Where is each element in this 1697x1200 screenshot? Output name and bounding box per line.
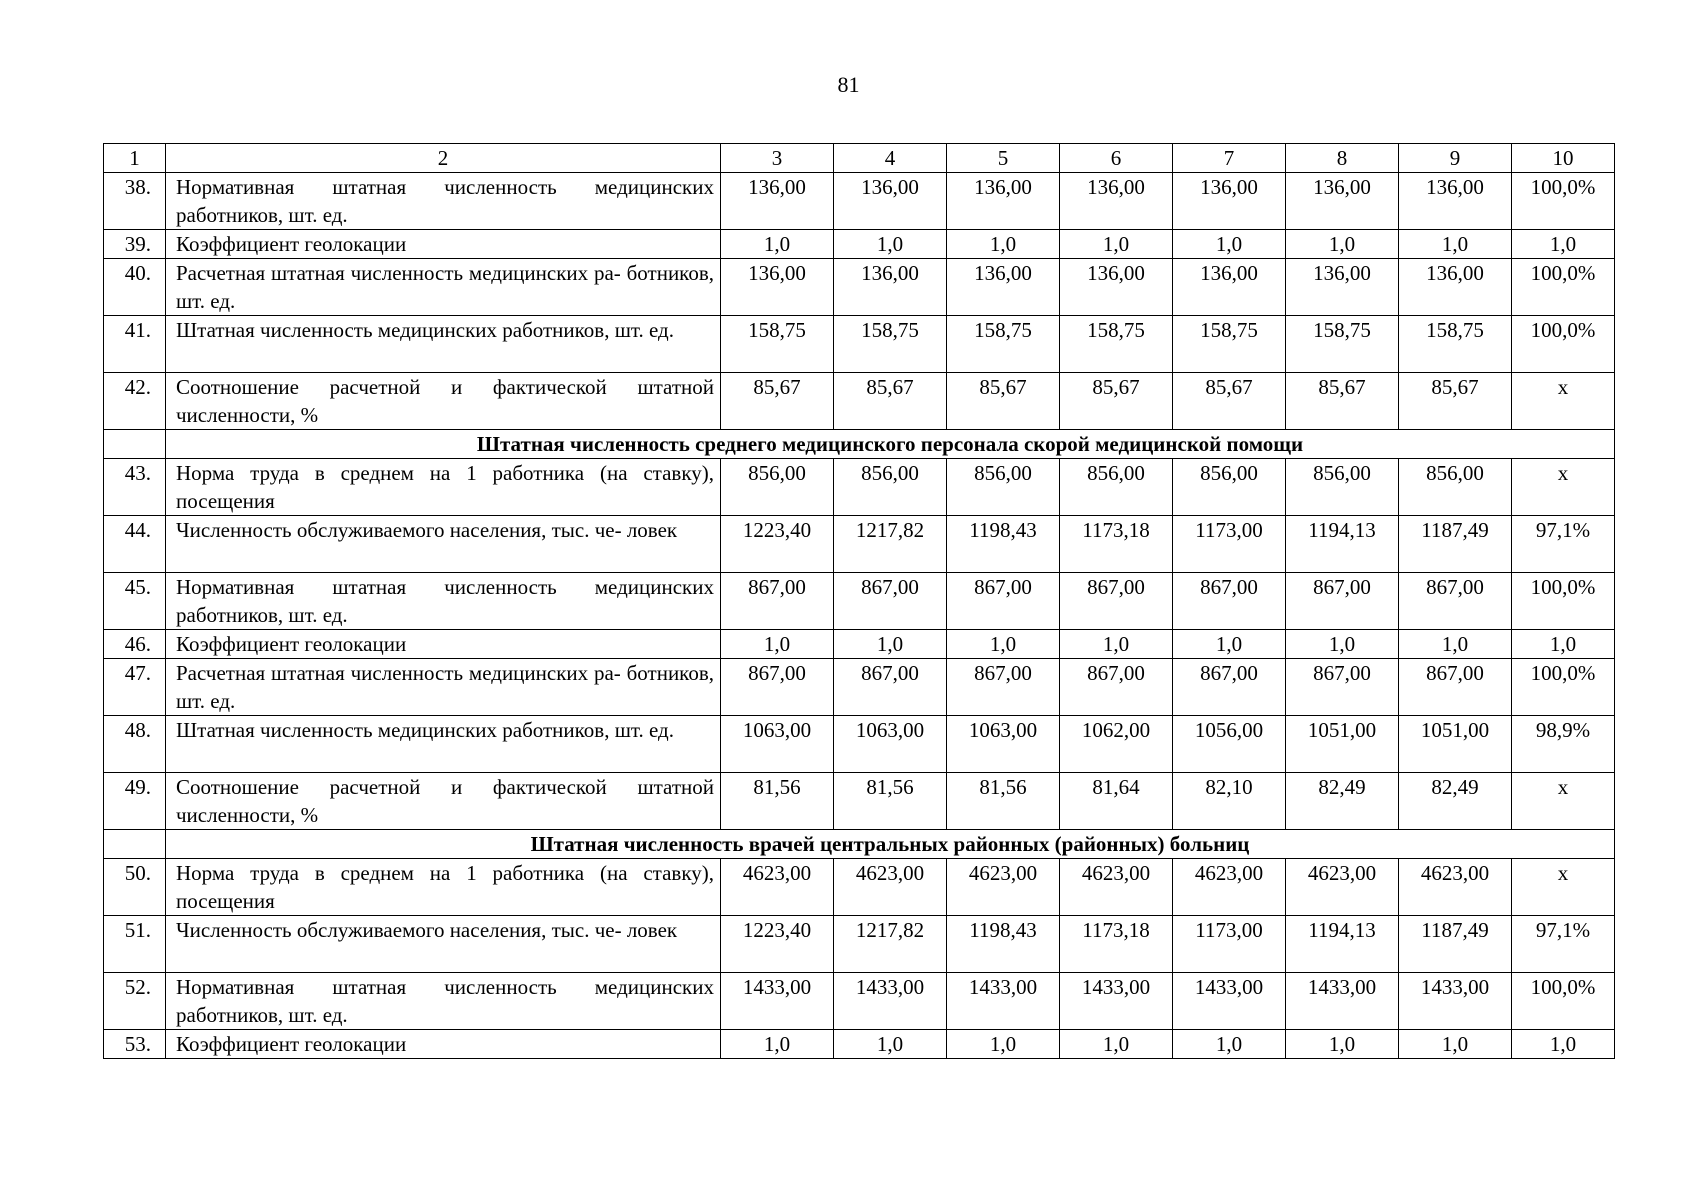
value-cell: 856,00 xyxy=(1060,459,1173,516)
value-cell: 1,0 xyxy=(1512,230,1615,259)
row-number: 46. xyxy=(104,630,166,659)
value-cell: 158,75 xyxy=(721,316,834,373)
value-cell: 100,0% xyxy=(1512,259,1615,316)
value-cell: 85,67 xyxy=(1399,373,1512,430)
value-cell: 1433,00 xyxy=(1286,973,1399,1030)
value-cell: 1,0 xyxy=(947,230,1060,259)
indicator-name: Расчетная штатная численность медицинских ра- ботников, шт. ед. xyxy=(166,259,721,316)
value-cell: 4623,00 xyxy=(834,859,947,916)
indicator-name: Нормативная штатная численность медицинских работников, шт. ед. xyxy=(166,573,721,630)
value-cell: 1,0 xyxy=(1286,630,1399,659)
value-cell: 81,64 xyxy=(1060,773,1173,830)
value-cell: 1,0 xyxy=(1399,230,1512,259)
row-number: 53. xyxy=(104,1030,166,1059)
row-number: 48. xyxy=(104,716,166,773)
indicator-name: Норма труда в среднем на 1 работника (на ставку), посещения xyxy=(166,859,721,916)
value-cell: x xyxy=(1512,859,1615,916)
row-number: 52. xyxy=(104,973,166,1030)
value-cell: 100,0% xyxy=(1512,173,1615,230)
row-number: 45. xyxy=(104,573,166,630)
value-cell: 97,1% xyxy=(1512,916,1615,973)
value-cell: 82,49 xyxy=(1399,773,1512,830)
value-cell: 136,00 xyxy=(1286,173,1399,230)
table-row xyxy=(104,630,1615,659)
value-cell: 856,00 xyxy=(721,459,834,516)
indicator-name: Соотношение расчетной и фактической штатной численности, % xyxy=(166,373,721,430)
section-header-row xyxy=(104,830,1615,859)
value-cell: 1,0 xyxy=(1173,1030,1286,1059)
value-cell: 856,00 xyxy=(1173,459,1286,516)
value-cell: 85,67 xyxy=(1173,373,1286,430)
value-cell: 1433,00 xyxy=(947,973,1060,1030)
section-header-row xyxy=(104,430,1615,459)
value-cell: 1194,13 xyxy=(1286,916,1399,973)
value-cell: 867,00 xyxy=(1173,573,1286,630)
value-cell: 856,00 xyxy=(947,459,1060,516)
table-row xyxy=(104,1030,1615,1059)
value-cell: 867,00 xyxy=(834,573,947,630)
column-number-header: 7 xyxy=(1173,144,1286,173)
indicator-name: Нормативная штатная численность медицинских работников, шт. ед. xyxy=(166,973,721,1030)
column-number-header: 5 xyxy=(947,144,1060,173)
value-cell: 4623,00 xyxy=(721,859,834,916)
value-cell: 1056,00 xyxy=(1173,716,1286,773)
value-cell: 98,9% xyxy=(1512,716,1615,773)
value-cell: 1198,43 xyxy=(947,916,1060,973)
value-cell: 158,75 xyxy=(947,316,1060,373)
table-row xyxy=(104,659,1615,716)
value-cell: 867,00 xyxy=(1399,573,1512,630)
value-cell: 100,0% xyxy=(1512,573,1615,630)
row-number: 40. xyxy=(104,259,166,316)
value-cell: 1,0 xyxy=(721,1030,834,1059)
value-cell: 1,0 xyxy=(1399,630,1512,659)
value-cell: 85,67 xyxy=(834,373,947,430)
indicator-name: Штатная численность медицинских работников, шт. ед. xyxy=(166,316,721,373)
value-cell: 1051,00 xyxy=(1286,716,1399,773)
value-cell: 1217,82 xyxy=(834,916,947,973)
value-cell: 1063,00 xyxy=(834,716,947,773)
value-cell: 1,0 xyxy=(1173,230,1286,259)
table-row xyxy=(104,973,1615,1030)
indicator-name: Норма труда в среднем на 1 работника (на ставку), посещения xyxy=(166,459,721,516)
value-cell: 1223,40 xyxy=(721,516,834,573)
value-cell: 4623,00 xyxy=(947,859,1060,916)
row-number: 39. xyxy=(104,230,166,259)
value-cell: 136,00 xyxy=(1060,259,1173,316)
value-cell: 136,00 xyxy=(1060,173,1173,230)
row-number: 49. xyxy=(104,773,166,830)
value-cell: 136,00 xyxy=(1399,259,1512,316)
indicator-name: Штатная численность медицинских работников, шт. ед. xyxy=(166,716,721,773)
value-cell: 85,67 xyxy=(947,373,1060,430)
value-cell: 82,49 xyxy=(1286,773,1399,830)
value-cell: 1,0 xyxy=(834,230,947,259)
table-row xyxy=(104,173,1615,230)
value-cell: 81,56 xyxy=(834,773,947,830)
value-cell: 158,75 xyxy=(1173,316,1286,373)
table-row xyxy=(104,916,1615,973)
value-cell: 136,00 xyxy=(834,173,947,230)
table-row xyxy=(104,516,1615,573)
value-cell: 856,00 xyxy=(1399,459,1512,516)
column-number-header: 8 xyxy=(1286,144,1399,173)
value-cell: x xyxy=(1512,373,1615,430)
table-row xyxy=(104,230,1615,259)
value-cell: x xyxy=(1512,773,1615,830)
value-cell: 1433,00 xyxy=(721,973,834,1030)
value-cell: 1223,40 xyxy=(721,916,834,973)
value-cell: 158,75 xyxy=(1399,316,1512,373)
value-cell: 100,0% xyxy=(1512,659,1615,716)
value-cell: 1051,00 xyxy=(1399,716,1512,773)
value-cell: 1,0 xyxy=(834,630,947,659)
value-cell: 856,00 xyxy=(834,459,947,516)
section-empty-cell xyxy=(104,430,166,459)
value-cell: 1433,00 xyxy=(1060,973,1173,1030)
value-cell: 1063,00 xyxy=(947,716,1060,773)
indicator-name: Коэффициент геолокации xyxy=(166,630,721,659)
value-cell: 1194,13 xyxy=(1286,516,1399,573)
row-number: 51. xyxy=(104,916,166,973)
page-number: 81 xyxy=(837,72,860,97)
value-cell: 100,0% xyxy=(1512,973,1615,1030)
value-cell: 158,75 xyxy=(1286,316,1399,373)
value-cell: 1062,00 xyxy=(1060,716,1173,773)
value-cell: 136,00 xyxy=(721,259,834,316)
table-row xyxy=(104,716,1615,773)
value-cell: 136,00 xyxy=(1399,173,1512,230)
column-number-header: 10 xyxy=(1512,144,1615,173)
value-cell: 1,0 xyxy=(721,230,834,259)
value-cell: 1433,00 xyxy=(834,973,947,1030)
value-cell: 85,67 xyxy=(1060,373,1173,430)
data-table xyxy=(103,143,1615,1059)
value-cell: 136,00 xyxy=(721,173,834,230)
column-number-header: 2 xyxy=(166,144,721,173)
value-cell: 1,0 xyxy=(1060,230,1173,259)
value-cell: 1,0 xyxy=(721,630,834,659)
row-number: 41. xyxy=(104,316,166,373)
value-cell: 867,00 xyxy=(947,659,1060,716)
table-row xyxy=(104,373,1615,430)
value-cell: 1,0 xyxy=(1286,1030,1399,1059)
value-cell: 136,00 xyxy=(947,173,1060,230)
value-cell: 867,00 xyxy=(834,659,947,716)
value-cell: 1173,00 xyxy=(1173,516,1286,573)
table-row xyxy=(104,316,1615,373)
row-number: 42. xyxy=(104,373,166,430)
value-cell: 856,00 xyxy=(1286,459,1399,516)
value-cell: 4623,00 xyxy=(1173,859,1286,916)
value-cell: 1,0 xyxy=(1060,1030,1173,1059)
value-cell: 1173,18 xyxy=(1060,516,1173,573)
value-cell: 1187,49 xyxy=(1399,516,1512,573)
table-row xyxy=(104,773,1615,830)
value-cell: 1173,00 xyxy=(1173,916,1286,973)
value-cell: 1,0 xyxy=(1286,230,1399,259)
value-cell: 1,0 xyxy=(1512,630,1615,659)
value-cell: 100,0% xyxy=(1512,316,1615,373)
row-number: 44. xyxy=(104,516,166,573)
indicator-name: Соотношение расчетной и фактической штатной численности, % xyxy=(166,773,721,830)
value-cell: 1063,00 xyxy=(721,716,834,773)
value-cell: 81,56 xyxy=(721,773,834,830)
column-number-header: 6 xyxy=(1060,144,1173,173)
column-number-header: 3 xyxy=(721,144,834,173)
value-cell: 136,00 xyxy=(834,259,947,316)
value-cell: 82,10 xyxy=(1173,773,1286,830)
value-cell: 867,00 xyxy=(1286,659,1399,716)
row-number: 43. xyxy=(104,459,166,516)
table-row xyxy=(104,859,1615,916)
value-cell: 1,0 xyxy=(834,1030,947,1059)
value-cell: 867,00 xyxy=(1173,659,1286,716)
value-cell: 867,00 xyxy=(1060,659,1173,716)
row-number: 38. xyxy=(104,173,166,230)
value-cell: 867,00 xyxy=(721,659,834,716)
value-cell: 1,0 xyxy=(1512,1030,1615,1059)
value-cell: 158,75 xyxy=(834,316,947,373)
table-row xyxy=(104,573,1615,630)
section-empty-cell xyxy=(104,830,166,859)
value-cell: 1433,00 xyxy=(1173,973,1286,1030)
value-cell: 1,0 xyxy=(1399,1030,1512,1059)
section-title: Штатная численность врачей центральных районных (районных) больниц xyxy=(166,830,1615,859)
value-cell: 136,00 xyxy=(1173,259,1286,316)
value-cell: 81,56 xyxy=(947,773,1060,830)
table-row xyxy=(104,259,1615,316)
indicator-name: Численность обслуживаемого населения, тыс. че- ловек xyxy=(166,516,721,573)
column-number-row xyxy=(104,144,1615,173)
value-cell: 1217,82 xyxy=(834,516,947,573)
table-row xyxy=(104,459,1615,516)
value-cell: 867,00 xyxy=(1399,659,1512,716)
value-cell: 867,00 xyxy=(947,573,1060,630)
column-number-header: 1 xyxy=(104,144,166,173)
indicator-name: Численность обслуживаемого населения, тыс. че- ловек xyxy=(166,916,721,973)
value-cell: 158,75 xyxy=(1060,316,1173,373)
indicator-name: Коэффициент геолокации xyxy=(166,1030,721,1059)
indicator-name: Коэффициент геолокации xyxy=(166,230,721,259)
value-cell: 136,00 xyxy=(1286,259,1399,316)
column-number-header: 4 xyxy=(834,144,947,173)
value-cell: 1,0 xyxy=(947,630,1060,659)
indicator-name: Расчетная штатная численность медицинских ра- ботников, шт. ед. xyxy=(166,659,721,716)
value-cell: 867,00 xyxy=(1286,573,1399,630)
value-cell: 136,00 xyxy=(947,259,1060,316)
value-cell: 97,1% xyxy=(1512,516,1615,573)
row-number: 50. xyxy=(104,859,166,916)
value-cell: 136,00 xyxy=(1173,173,1286,230)
value-cell: 1173,18 xyxy=(1060,916,1173,973)
value-cell: 867,00 xyxy=(1060,573,1173,630)
section-title: Штатная численность среднего медицинского персонала скорой медицинской помощи xyxy=(166,430,1615,459)
value-cell: 4623,00 xyxy=(1060,859,1173,916)
value-cell: 1,0 xyxy=(1060,630,1173,659)
value-cell: 85,67 xyxy=(721,373,834,430)
value-cell: x xyxy=(1512,459,1615,516)
column-number-header: 9 xyxy=(1399,144,1512,173)
value-cell: 1198,43 xyxy=(947,516,1060,573)
value-cell: 1433,00 xyxy=(1399,973,1512,1030)
value-cell: 85,67 xyxy=(1286,373,1399,430)
table-body xyxy=(104,144,1615,1059)
value-cell: 1187,49 xyxy=(1399,916,1512,973)
value-cell: 867,00 xyxy=(721,573,834,630)
value-cell: 4623,00 xyxy=(1286,859,1399,916)
row-number: 47. xyxy=(104,659,166,716)
indicator-name: Нормативная штатная численность медицинских работников, шт. ед. xyxy=(166,173,721,230)
value-cell: 4623,00 xyxy=(1399,859,1512,916)
value-cell: 1,0 xyxy=(1173,630,1286,659)
value-cell: 1,0 xyxy=(947,1030,1060,1059)
